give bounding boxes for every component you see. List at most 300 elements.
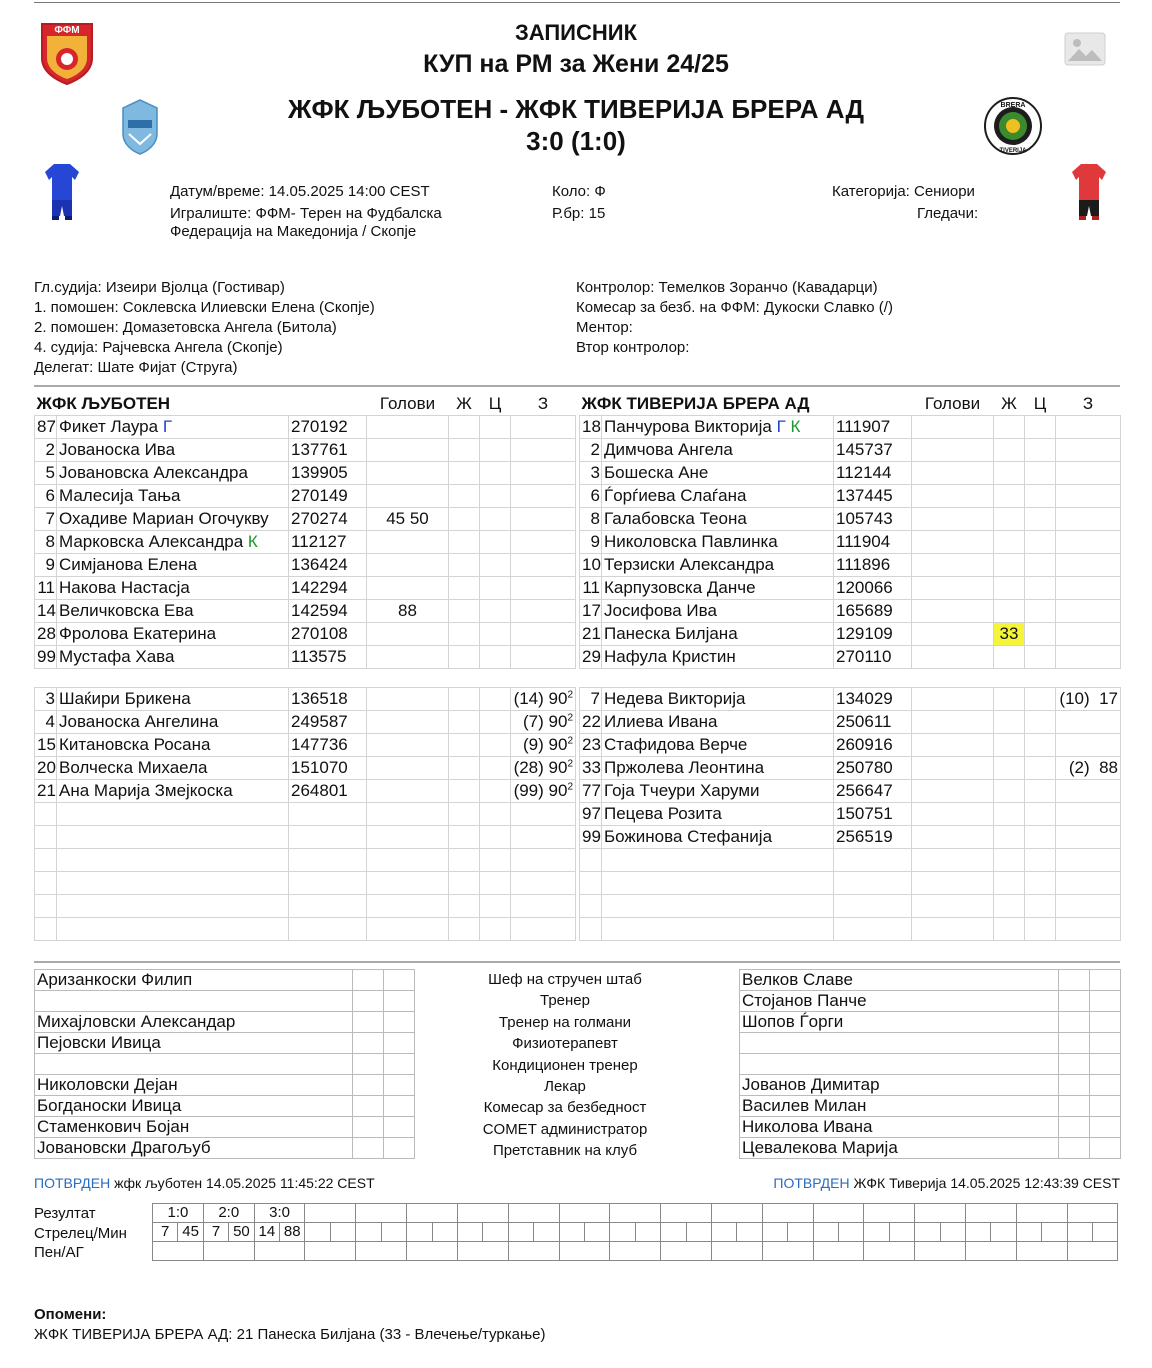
player-id: 147736 — [289, 734, 367, 757]
player-id: 137761 — [289, 439, 367, 462]
player-name — [602, 872, 834, 895]
player-id — [289, 918, 367, 941]
red-card-cell — [1025, 531, 1056, 554]
staff-box — [384, 1075, 415, 1096]
result-score-cell — [711, 1204, 762, 1223]
shirt-number: 14 — [35, 600, 57, 623]
player-name-text: Панеска Билјана — [604, 624, 738, 643]
staff-box — [1090, 1054, 1121, 1075]
player-name-text: Јосифова Ива — [604, 601, 717, 620]
away-confirm-text: ЖФК Тиверија 14.05.2025 12:43:39 CEST — [853, 1175, 1120, 1191]
yellow-card-cell — [994, 554, 1025, 577]
shirt-number: 18 — [580, 416, 602, 439]
away-empty-row — [580, 895, 1121, 918]
staff-role: Лекар — [544, 1078, 586, 1096]
penalty-cell — [153, 1242, 204, 1261]
yellow-card-cell — [994, 508, 1025, 531]
shirt-number: 97 — [580, 803, 602, 826]
yellow-card-cell — [994, 416, 1025, 439]
red-card-cell — [480, 508, 511, 531]
staff-name: Велков Славе — [740, 970, 1059, 991]
scorer-label: Стрелец/Мин — [34, 1224, 127, 1242]
sub-cell — [1056, 554, 1121, 577]
scorer-number-cell — [711, 1223, 736, 1242]
player-id — [289, 872, 367, 895]
staff-role: Кондиционен тренер — [492, 1056, 638, 1074]
shirt-number: 33 — [580, 757, 602, 780]
home-player-row — [35, 554, 576, 577]
red-card-cell — [480, 734, 511, 757]
scorer-number-cell — [813, 1223, 838, 1242]
yellow-column-header: Ж — [994, 393, 1025, 416]
staff-box — [384, 970, 415, 991]
red-card-cell — [1025, 600, 1056, 623]
goals-cell — [367, 485, 449, 508]
away-player-row — [580, 508, 1121, 531]
staff-name: Богданоски Ивица — [35, 1096, 353, 1117]
red-card-cell — [1025, 688, 1056, 711]
red-card-cell — [480, 577, 511, 600]
home-sub-row — [35, 688, 576, 711]
red-card-cell — [1025, 439, 1056, 462]
penalty-cell — [254, 1242, 305, 1261]
shirt-number: 2 — [35, 439, 57, 462]
sub-cell — [511, 757, 576, 780]
away-player-row — [580, 600, 1121, 623]
scorer-number-cell: 14 — [254, 1223, 279, 1242]
shirt-number: 28 — [35, 623, 57, 646]
home-staff-row — [35, 1138, 415, 1159]
player-id — [834, 895, 912, 918]
sub-info: (10) 17 — [1059, 689, 1118, 708]
penalty-og-label: Пен/АГ — [34, 1244, 84, 1261]
scorer-minute-cell — [432, 1223, 457, 1242]
player-id: 250780 — [834, 757, 912, 780]
player-id: 142294 — [289, 577, 367, 600]
player-id — [289, 826, 367, 849]
yellow-card-cell — [449, 826, 480, 849]
player-id: 151070 — [289, 757, 367, 780]
player-name — [57, 803, 289, 826]
red-card-cell — [480, 646, 511, 669]
yellow-card-cell — [449, 600, 480, 623]
result-score-cell: 3:0 — [254, 1204, 305, 1223]
sub-cell — [511, 646, 576, 669]
player-name — [602, 416, 834, 439]
staff-box — [353, 1096, 384, 1117]
red-column-header: Ц — [1025, 393, 1056, 416]
player-name — [602, 895, 834, 918]
goals-cell — [367, 734, 449, 757]
result-score-cell — [966, 1204, 1017, 1223]
player-name — [57, 416, 289, 439]
goals-cell — [367, 826, 449, 849]
player-name-text: Ѓорѓиева Слаѓана — [604, 486, 747, 505]
staff-box — [1090, 1138, 1121, 1159]
player-id: 111907 — [834, 416, 912, 439]
red-card-cell — [480, 554, 511, 577]
red-card-cell — [480, 849, 511, 872]
home-player-row — [35, 577, 576, 600]
away-empty-row — [580, 918, 1121, 941]
goals-cell — [367, 623, 449, 646]
player-name-text: Димчова Ангела — [604, 440, 733, 459]
sub-cell — [511, 918, 576, 941]
sub-cell — [511, 554, 576, 577]
venue-line-2: Федерација на Македонија / Скопје — [170, 223, 417, 240]
match-datetime: Датум/време: 14.05.2025 14:00 CEST — [170, 183, 430, 200]
goals-cell — [367, 531, 449, 554]
result-score-cell: 1:0 — [153, 1204, 204, 1223]
staff-box — [1090, 1117, 1121, 1138]
goals-cell — [912, 688, 994, 711]
penalty-cell — [813, 1242, 864, 1261]
player-name-text: Охадиве Мариан Огочукву — [59, 509, 269, 528]
scorer-number-cell — [1016, 1223, 1041, 1242]
home-staff-row — [35, 1054, 415, 1075]
red-card-cell — [480, 688, 511, 711]
scorer-minute-cell — [534, 1223, 559, 1242]
goals-cell — [912, 439, 994, 462]
red-card-cell — [1025, 508, 1056, 531]
player-id: 105743 — [834, 508, 912, 531]
sub-cell — [1056, 757, 1121, 780]
red-card-cell — [1025, 623, 1056, 646]
goals-cell — [912, 780, 994, 803]
staff-box — [353, 1117, 384, 1138]
staff-name: Пејовски Ивица — [35, 1033, 353, 1054]
yellow-card-cell — [449, 918, 480, 941]
player-id: 142594 — [289, 600, 367, 623]
ffm-logo-text: ФФМ — [54, 25, 80, 36]
section-divider — [34, 961, 1120, 963]
away-team-name: ЖФК ТИВЕРИЈА БРЕРА АД — [580, 393, 834, 416]
player-name — [57, 508, 289, 531]
sub-cell — [1056, 711, 1121, 734]
player-id: 260916 — [834, 734, 912, 757]
staff-role: Шеф на стручен штаб — [488, 971, 642, 988]
player-id: 249587 — [289, 711, 367, 734]
sub-cell — [1056, 895, 1121, 918]
home-staff-table — [34, 969, 415, 1159]
yellow-card-cell — [449, 734, 480, 757]
staff-box — [1059, 1138, 1090, 1159]
document-title: ЗАПИСНИК — [514, 20, 638, 45]
results-grid — [152, 1203, 1118, 1261]
shirt-number: 7 — [35, 508, 57, 531]
goals-cell — [367, 757, 449, 780]
staff-box — [1059, 1054, 1090, 1075]
brera-logo-text: BRERA — [1000, 102, 1026, 109]
shirt-number — [580, 918, 602, 941]
home-player-row — [35, 646, 576, 669]
sub-cell — [1056, 600, 1121, 623]
player-id: 129109 — [834, 623, 912, 646]
section-divider — [34, 385, 1120, 387]
yellow-card-cell — [994, 485, 1025, 508]
staff-role: Тренер — [540, 992, 590, 1010]
staff-box — [353, 1033, 384, 1054]
shirt-number — [35, 849, 57, 872]
staff-box — [384, 991, 415, 1012]
scorer-minute-cell — [686, 1223, 711, 1242]
scorer-number-cell: 7 — [153, 1223, 178, 1242]
yellow-card-cell — [994, 646, 1025, 669]
goalkeeper-mark: Г — [158, 417, 173, 436]
result-score-cell — [813, 1204, 864, 1223]
red-card-cell — [1025, 803, 1056, 826]
result-score-cell: 2:0 — [203, 1204, 254, 1223]
red-card-cell — [480, 780, 511, 803]
player-name: Недева Викторија — [602, 688, 834, 711]
player-name-text: Николовска Павлинка — [604, 532, 778, 551]
security-commissioner: Комесар за безб. на ФФМ: Дукоски Славко (/) — [576, 299, 893, 316]
player-name — [602, 577, 834, 600]
player-id: 270149 — [289, 485, 367, 508]
red-card-cell — [480, 826, 511, 849]
away-staff-row — [740, 1075, 1121, 1096]
player-name — [57, 554, 289, 577]
scorer-minute-cell — [940, 1223, 965, 1242]
home-sub-row — [35, 780, 576, 803]
shirt-number — [35, 918, 57, 941]
penalty-cell — [356, 1242, 407, 1261]
staff-box — [384, 1096, 415, 1117]
goals-cell — [912, 895, 994, 918]
player-name-text: Јовановска Александра — [59, 463, 248, 482]
red-card-cell — [1025, 711, 1056, 734]
away-kit-icon — [1070, 162, 1108, 227]
penalty-cell — [407, 1242, 458, 1261]
away-staff-table — [739, 969, 1121, 1159]
shirt-number: 5 — [35, 462, 57, 485]
sub-cell — [511, 462, 576, 485]
away-staff-row — [740, 1096, 1121, 1117]
away-empty-row — [580, 849, 1121, 872]
sub-cell — [1056, 485, 1121, 508]
tiverija-logo-text: TIVERIJA — [999, 148, 1027, 154]
goals-cell — [912, 623, 994, 646]
controller: Контролор: Темелков Зоранчо (Кавадарци) — [576, 279, 878, 296]
sub-superscript: 2 — [567, 758, 573, 770]
staff-box — [384, 1138, 415, 1159]
away-sub-row — [580, 780, 1121, 803]
result-score-cell — [1067, 1204, 1118, 1223]
away-player-row — [580, 646, 1121, 669]
away-sub-row — [580, 803, 1121, 826]
scorer-minute-cell — [330, 1223, 355, 1242]
home-roster-table — [34, 393, 576, 941]
player-name: Ана Марија Змејкоска — [57, 780, 289, 803]
staff-box — [1090, 991, 1121, 1012]
away-sub-row — [580, 757, 1121, 780]
sub-cell — [1056, 849, 1121, 872]
penalty-row — [153, 1242, 1118, 1261]
staff-box — [353, 970, 384, 991]
away-roster-table — [579, 393, 1121, 941]
goals-column-header: Голови — [912, 393, 994, 416]
officials-left — [34, 278, 375, 378]
goals-cell — [912, 485, 994, 508]
goals-cell — [912, 711, 994, 734]
away-sub-row — [580, 826, 1121, 849]
scorer-number-cell — [356, 1223, 381, 1242]
yellow-column-header: Ж — [449, 393, 480, 416]
yellow-card-cell — [994, 734, 1025, 757]
staff-box — [1059, 991, 1090, 1012]
sub-cell — [511, 577, 576, 600]
staff-box — [353, 1138, 384, 1159]
staff-name: Михајловски Александар — [35, 1012, 353, 1033]
staff-box — [384, 1054, 415, 1075]
shirt-number: 9 — [580, 531, 602, 554]
player-id: 270108 — [289, 623, 367, 646]
yellow-card-cell — [449, 849, 480, 872]
player-name-text: Накова Настасја — [59, 578, 190, 597]
staff-role: COMET администратор — [482, 1120, 648, 1138]
shirt-number — [35, 826, 57, 849]
player-name-text: Фролова Екатерина — [59, 624, 217, 643]
staff-name — [740, 1054, 1059, 1075]
home-staff-row — [35, 1096, 415, 1117]
yellow-card-cell — [449, 508, 480, 531]
goals-cell — [367, 577, 449, 600]
result-score-cell — [559, 1204, 610, 1223]
away-staff-row — [740, 1138, 1121, 1159]
penalty-cell — [1067, 1242, 1118, 1261]
sub-cell — [511, 780, 576, 803]
player-id: 150751 — [834, 803, 912, 826]
player-id: 165689 — [834, 600, 912, 623]
result-label: Резултат — [34, 1205, 96, 1222]
home-confirm-text: жфк љуботен 14.05.2025 11:45:22 CEST — [114, 1175, 375, 1191]
player-name-text: Галабовска Теона — [604, 509, 747, 528]
red-card-cell — [480, 485, 511, 508]
staff-role: Тренер на голмани — [498, 1013, 632, 1031]
away-player-row — [580, 531, 1121, 554]
player-id: 139905 — [289, 462, 367, 485]
goals-cell — [367, 416, 449, 439]
goals-cell — [367, 554, 449, 577]
assistant-1: 1. помошен: Соклевска Илиевски Елена (Скопје) — [34, 299, 375, 316]
player-id: 136518 — [289, 688, 367, 711]
home-confirmation — [34, 1175, 375, 1191]
competition-title: КУП на РМ за Жени 24/25 — [423, 50, 729, 78]
goals-cell — [912, 872, 994, 895]
away-player-row — [580, 439, 1121, 462]
sub-cell — [511, 849, 576, 872]
match-title: ЖФК ЉУБОТЕН - ЖФК ТИВЕРИЈА БРЕРА АД — [287, 94, 865, 124]
sub-superscript: 2 — [567, 689, 573, 701]
away-player-row — [580, 462, 1121, 485]
home-staff-row — [35, 1033, 415, 1054]
sub-cell — [1056, 688, 1121, 711]
player-id: 256519 — [834, 826, 912, 849]
shirt-number: 6 — [35, 485, 57, 508]
scorer-minute-cell — [381, 1223, 406, 1242]
player-id — [289, 895, 367, 918]
away-sub-row — [580, 688, 1121, 711]
penalty-cell — [559, 1242, 610, 1261]
sub-cell — [511, 826, 576, 849]
red-card-cell — [1025, 895, 1056, 918]
result-score-cell — [457, 1204, 508, 1223]
staff-name: Василев Милан — [740, 1096, 1059, 1117]
player-name — [602, 918, 834, 941]
yellow-card-cell — [449, 623, 480, 646]
red-card-cell — [1025, 462, 1056, 485]
player-id: 270110 — [834, 646, 912, 669]
yellow-card-cell — [994, 803, 1025, 826]
scorer-minute-cell — [737, 1223, 762, 1242]
yellow-card-cell — [449, 780, 480, 803]
scorer-minute-cell — [839, 1223, 864, 1242]
goals-cell — [912, 508, 994, 531]
home-staff-row — [35, 1075, 415, 1096]
home-player-row — [35, 416, 576, 439]
home-empty-row — [35, 872, 576, 895]
sub-cell — [1056, 803, 1121, 826]
yellow-card-cell — [994, 439, 1025, 462]
final-score: 3:0 (1:0) — [526, 126, 626, 156]
player-name — [57, 623, 289, 646]
staff-name — [35, 1054, 353, 1075]
staff-box — [1059, 970, 1090, 991]
away-staff-row — [740, 1012, 1121, 1033]
home-empty-row — [35, 918, 576, 941]
goals-cell: 88 — [367, 600, 449, 623]
red-card-cell — [1025, 416, 1056, 439]
staff-name — [740, 1033, 1059, 1054]
home-kit-icon — [44, 162, 80, 227]
yellow-card-cell — [449, 554, 480, 577]
goals-cell — [912, 734, 994, 757]
goals-cell — [367, 803, 449, 826]
sub-info: (99) 90 — [513, 781, 568, 800]
home-confirm-label: ПОТВРДЕН — [34, 1175, 111, 1191]
player-name — [57, 872, 289, 895]
shirt-number: 29 — [580, 646, 602, 669]
penalty-cell — [711, 1242, 762, 1261]
player-name-text: Бошеска Ане — [604, 463, 709, 482]
yellow-card-cell — [994, 895, 1025, 918]
yellow-card-cell — [449, 688, 480, 711]
red-card-cell — [1025, 757, 1056, 780]
staff-role: Претставник на клуб — [492, 1142, 638, 1160]
staff-name: Николова Ивана — [740, 1117, 1059, 1138]
penalty-cell — [203, 1242, 254, 1261]
staff-name: Цевалекова Марија — [740, 1138, 1059, 1159]
shirt-number: 11 — [580, 577, 602, 600]
yellow-card-cell — [994, 462, 1025, 485]
shirt-number: 3 — [580, 462, 602, 485]
away-staff-row — [740, 991, 1121, 1012]
red-card-cell — [480, 439, 511, 462]
home-player-row — [35, 600, 576, 623]
yellow-card-cell — [449, 462, 480, 485]
top-rule — [34, 2, 1120, 3]
scorer-minute-cell — [991, 1223, 1016, 1242]
home-empty-row — [35, 826, 576, 849]
penalty-cell — [762, 1242, 813, 1261]
red-card-cell — [1025, 734, 1056, 757]
scorer-minute-cell — [483, 1223, 508, 1242]
shirt-number: 15 — [35, 734, 57, 757]
penalty-cell — [610, 1242, 661, 1261]
yellow-card-cell — [449, 646, 480, 669]
shirt-number: 4 — [35, 711, 57, 734]
captain-mark: К — [785, 417, 801, 436]
